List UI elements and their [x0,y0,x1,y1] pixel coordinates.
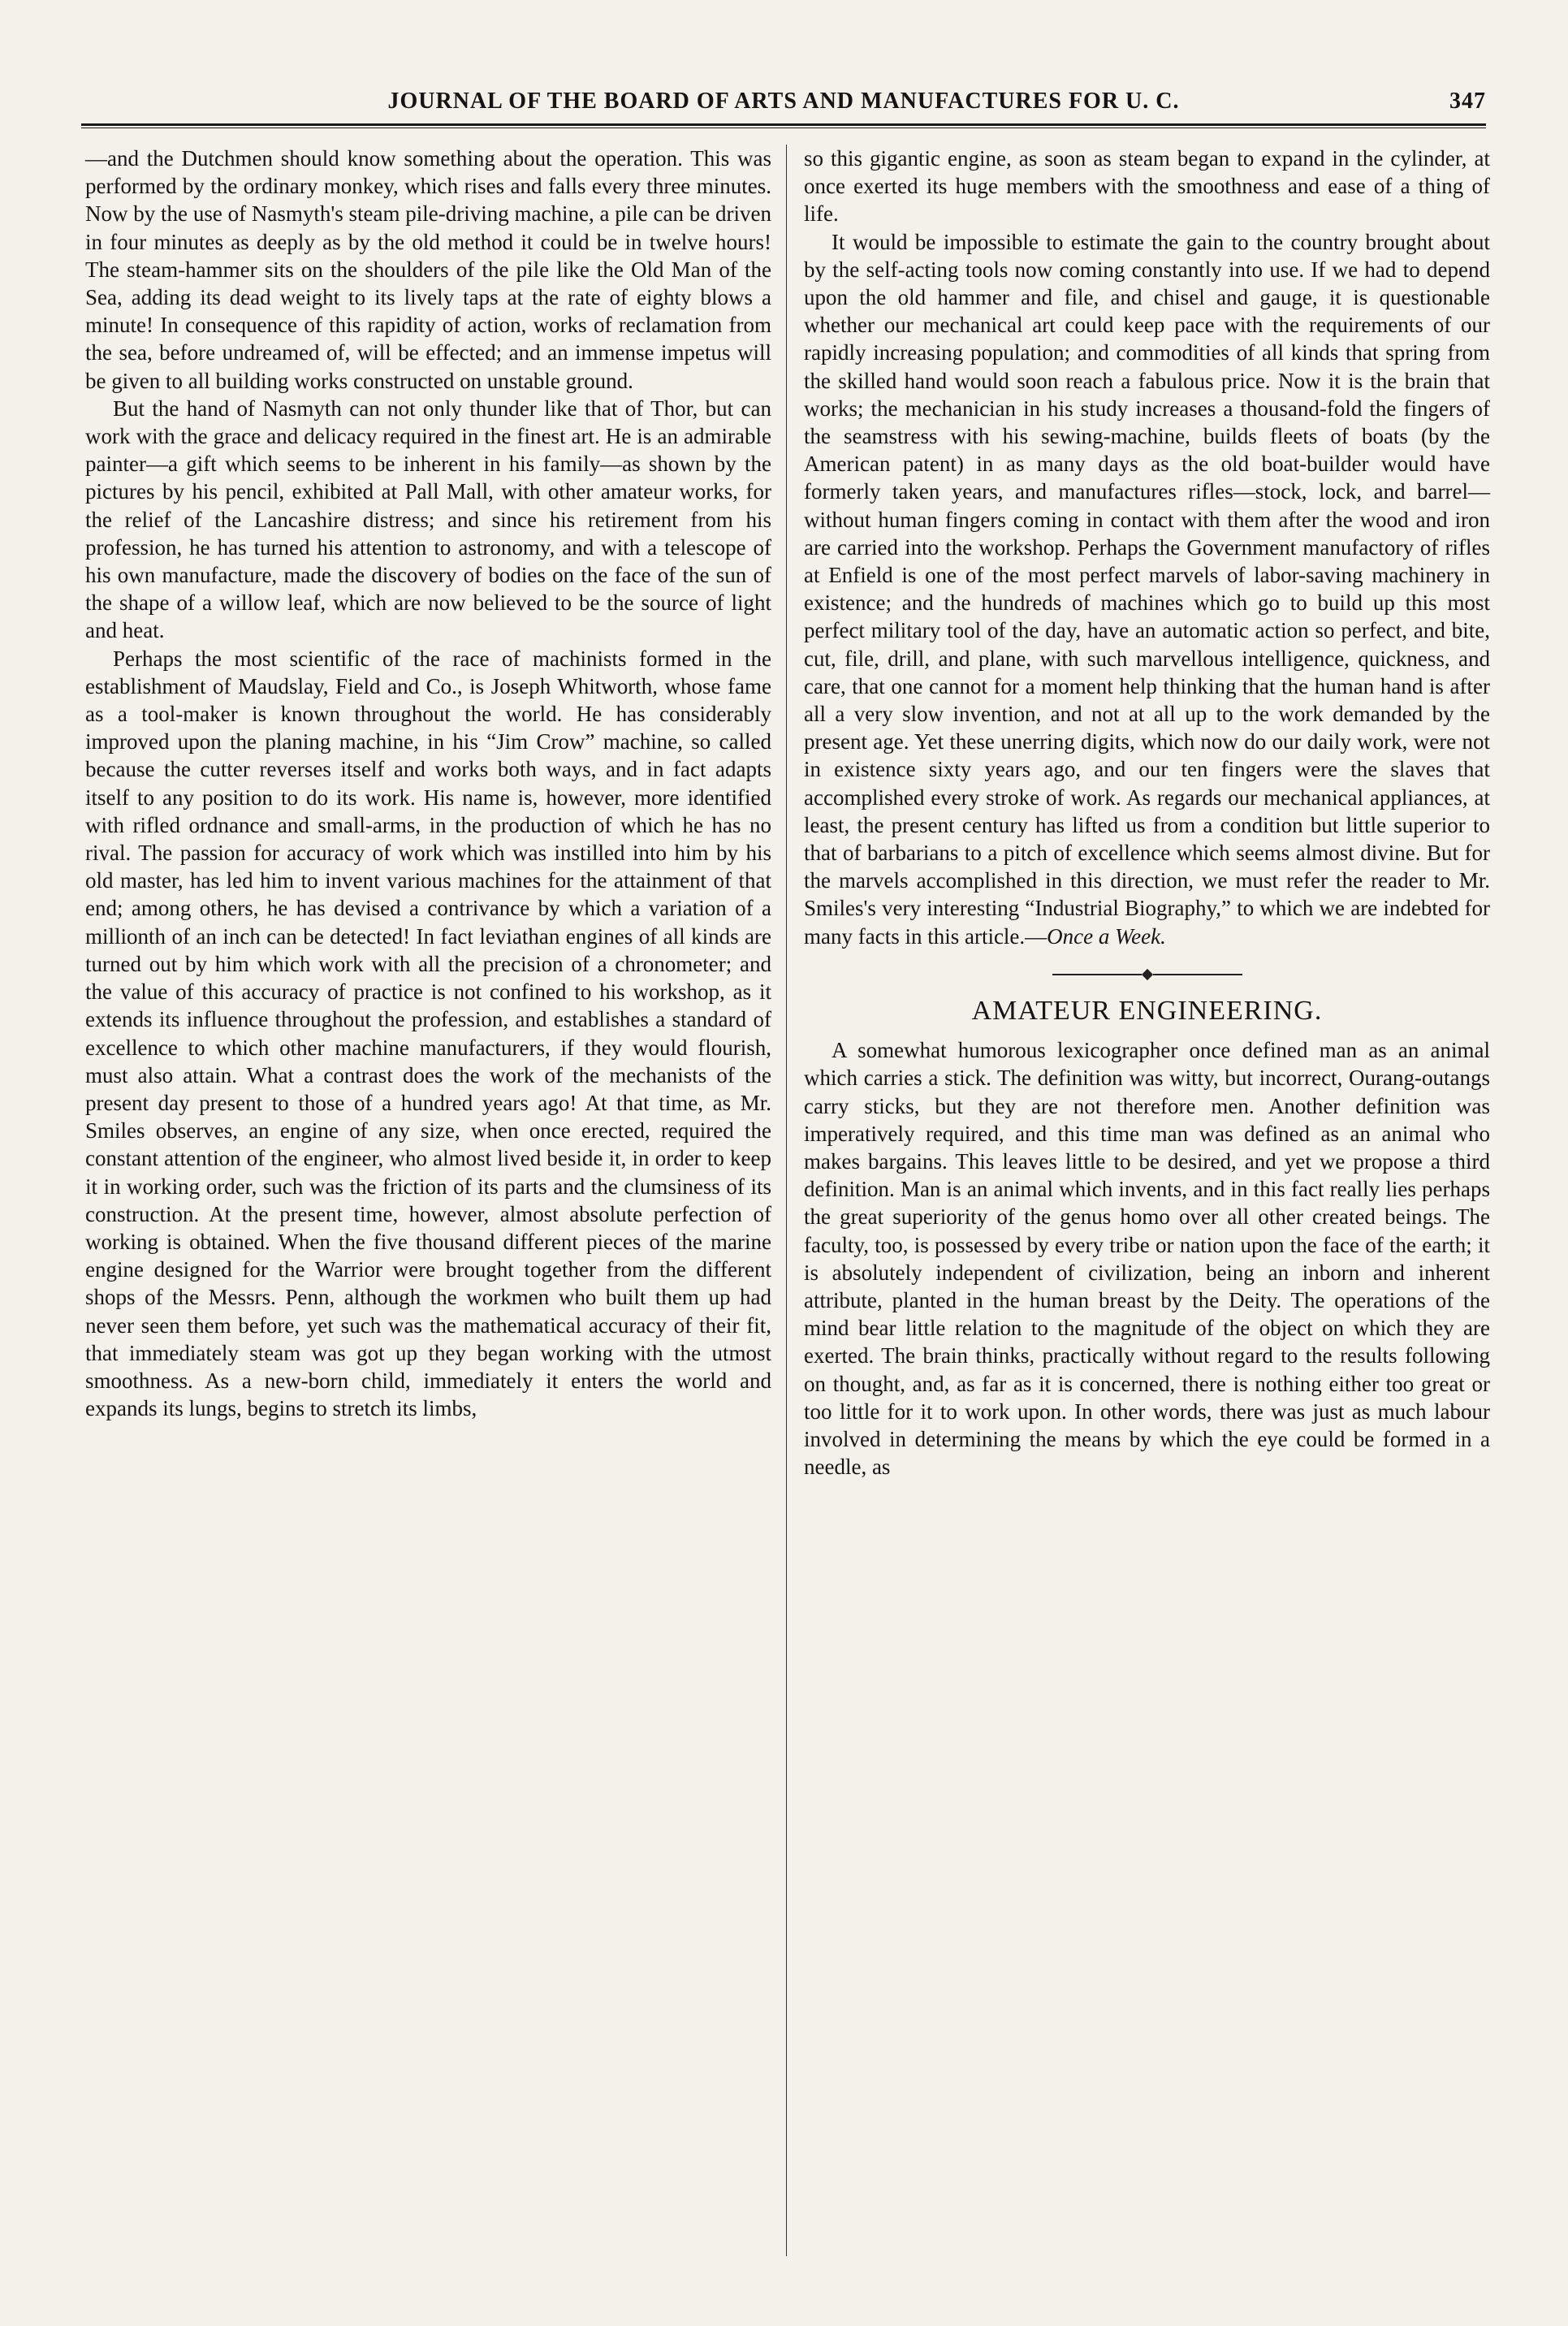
left-paragraph-2: But the hand of Nasmyth can not only thunder like that of Thor, but can work with the grace and delicacy required in the finest art. He is an admirable painter—a gift which seems to be inherent in his family—as shown by the pictures by his pencil, exhibited at Pall Mall, with other amateur works, for the relief of the Lancashire distress; and since his retirement from his profession, he has turned his attention to astronomy, and with a telescope of his own manufacture, made the discovery of bodies on the face of the sun of the shape of a willow leaf, which are now believed to be the source of light and heat. [85,396,771,643]
section-divider-ornament [804,957,1490,992]
section-paragraph-1: A somewhat humorous lexicographer once defined man as an animal which carries a stick. The definition was witty, but incorrect, Ourang-outangs carry sticks, but they are not therefore men. Another definition was imperatively required, and this time man was defined as an animal who makes bargains. This leaves little to be desired, and yet we propose a third definition. Man is an animal which invents, and in this fact really lies perhaps the great superiority of the genus homo over all other created beings. The faculty, too, is possessed by every tribe or nation upon the face of the earth; it is absolutely independent of civilization, being an inborn and inherent attribute, planted in the human breast by the Deity. The operations of the mind bear little relation to the magnitude of the object on which they are exerted. The brain thinks, practically without regard to the results following on thought, and, as far as it is concerned, there is nothing either too great or too little for it to work upon. In other words, there was just as much labour involved in determining the means by which the eye could be formed in a needle, as [804,1038,1490,1480]
source-attribution: Once a Week. [1047,923,1166,949]
page-number: 347 [1449,89,1486,114]
section-heading: AMATEUR ENGINEERING. [971,995,1323,1026]
left-column [85,145,771,2256]
left-paragraph-1: —and the Dutchmen should know something about the operation. This was performed by the ordinary monkey, which rises and falls every three minutes. Now by the use of Nasmyth's steam pile-driving machine, a pile can be driven in four minutes as deeply as by the old method it could be in twelve hours! The steam-hammer sits on the shoulders of the pile like the Old Man of the Sea, adding its dead weight to its lively taps at the rate of eighty blows a minute! In consequence of this rapidity of action, works of reclamation from the sea, before undreamed of, will be effected; and an immense impetus will be given to all building works constructed on unstable ground. [85,146,771,393]
right-column [804,145,1490,2256]
ornament-diamond [1141,969,1152,980]
header-rule [81,123,1486,128]
right-paragraph-2 [804,228,1490,950]
left-paragraph-3: Perhaps the most scientific of the race of machinists formed in the establishment of Maudslay, Field and Co., is Joseph Whitworth, whose fame as a tool-maker is known throughout the world. He has considerably improved upon the planing machine, in his “Jim Crow” machine, so called because the cutter reverses itself and works both ways, and in fact adapts itself to any position to do its work. His name is, however, more identified with rifled ordnance and small-arms, in the production of which he has no rival. The passion for accuracy of work which was instilled into him by his old master, has led him to invent various machines for the attainment of that end; among others, he has devised a contrivance by which a variation of a millionth of an inch can be detected! In fact leviathan engines of all kinds are turned out by him which work with all the precision of a chronometer; and the value of this accuracy of practice is not confined to his workshop, as it extends its influence throughout the profession, and establishes a standard of excellence to which other machine manufacturers, if they would flourish, must also attain. What a contrast does the work of the mechanists of the present day present to those of a hundred years ago! At that time, as Mr. Smiles observes, an engine of any size, when once erected, required the constant attention of the engineer, who almost lived beside it, in order to keep it in working order, such was the friction of its parts and the clumsiness of its construction. At the present time, however, almost absolute perfection of working is obtained. When the five thousand different pieces of the marine engine designed for the Warrior were brought together from the different shops of the Messrs. Penn, although the workmen who built them up had never seen them before, yet such was the mathematical accuracy of their fit, that immediately steam was got up they began working with the utmost smoothness. As a new-born child, immediately it enters the world and expands its lungs, begins to stretch its limbs, [85,646,771,1421]
journal-title: JOURNAL OF THE BOARD OF ARTS AND MANUFACTURES FOR U. C. [387,89,1180,114]
right-paragraph-2-text: It would be impossible to estimate the gain to the country brought about by the self-acting tools now coming constantly into use. If we had to depend upon the old hammer and file, and chisel and gauge, it is questionable whether our mechanical art could keep pace with the requirements of our rapidly increasing population; and commodities of all kinds that spring from the skilled hand would soon reach a fabulous price. Now it is the brain that works; the mechanician in his study increases a thousand-fold the fingers of the seamstress with his sewing-machine, builds fleets of boats (by the American patent) in as many days as the old boat-builder would have formerly taken years, and manufactures rifles—stock, lock, and barrel—without human fingers coming in contact with them after the wood and iron are carried into the workshop. Perhaps the Government manufactory of rifles at Enfield is one of the most perfect marvels of labor-saving machinery in existence; and the hundreds of machines which go to build up this most perfect military tool of the day, have an automatic action so perfect, and bite, cut, file, drill, and plane, with such marvellous intelligence, quickness, and care, that one cannot for a moment help thinking that the human hand is after all a very slow invention, and not at all up to the work demanded by the present age. Yet these unerring digits, which now do our daily work, were not in existence sixty years ago, and our ten fingers were the slaves that accomplished every stroke of work. As regards our mechanical appliances, at least, the present century has lifted us from a condition but little superior to that of barbarians to a pitch of excellence which seems almost divine. But for the marvels accomplished in this direction, we must refer the reader to Mr. Smiles's very interesting “Industrial Biography,” to which we are indebted for many facts in this article.— [804,229,1490,949]
column-divider [786,145,787,2256]
right-paragraph-1: so this gigantic engine, as soon as steam began to expand in the cylinder, at once exerted its huge members with the smoothness and ease of a thing of life. [804,146,1490,227]
running-header [81,81,1486,122]
ornament-line-left [1052,974,1142,975]
ornament-line-right [1153,974,1242,975]
